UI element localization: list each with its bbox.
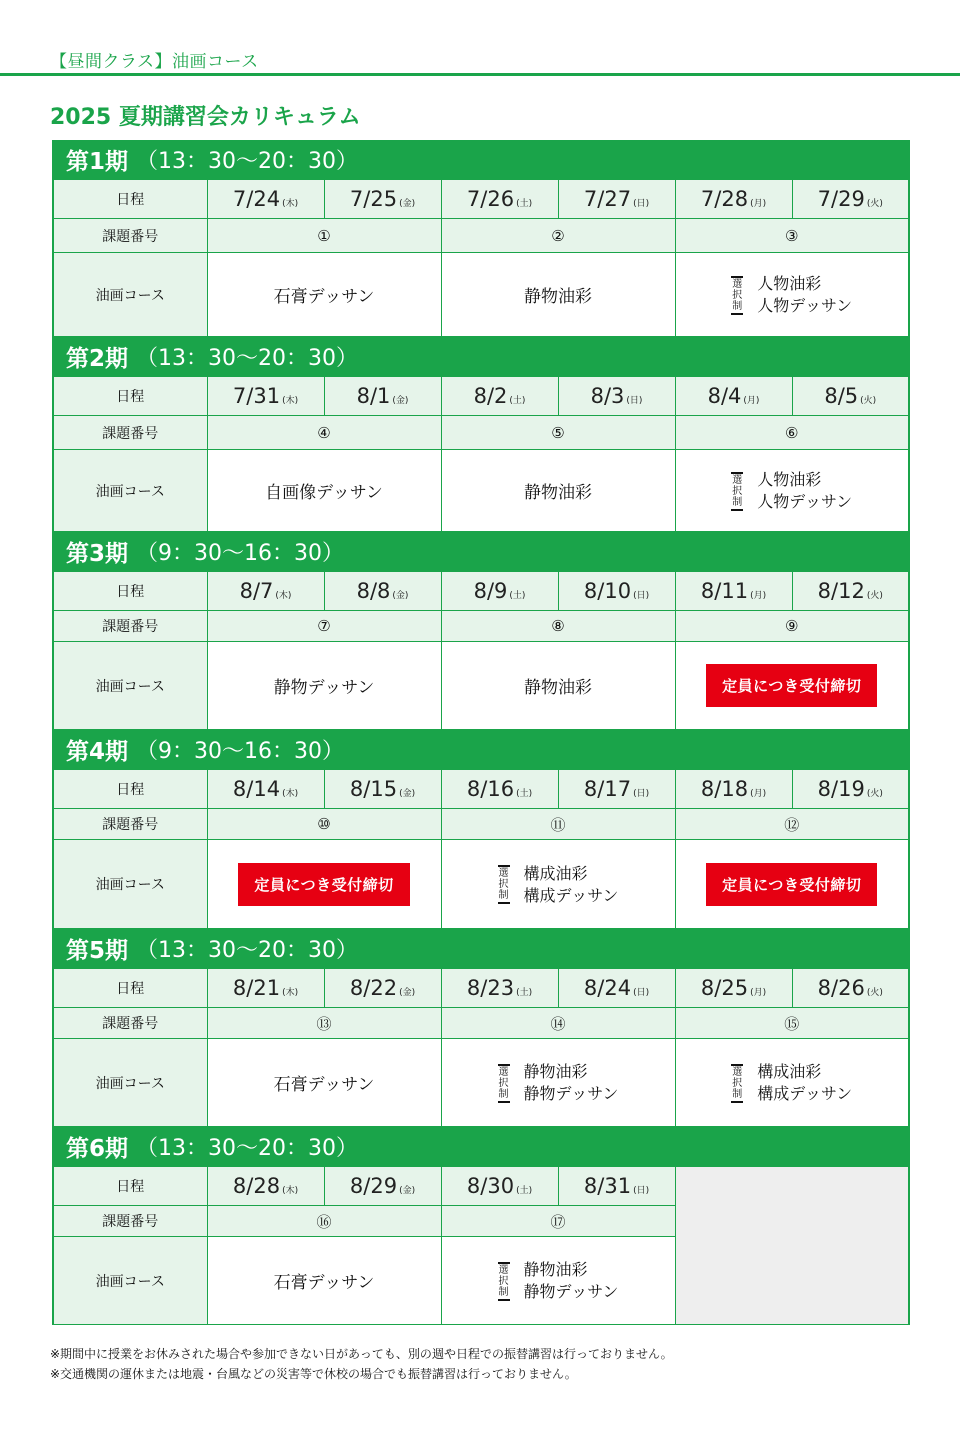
period-table (52, 376, 910, 532)
number-label: 課題番号 (53, 611, 207, 642)
schedule-row (53, 572, 909, 611)
elective-options (524, 1061, 619, 1105)
date-cell (558, 969, 675, 1008)
course-cell (441, 840, 675, 929)
date-cell (207, 770, 324, 809)
course-name: 静物油彩 (524, 483, 592, 503)
period-name: 第2期 (66, 346, 129, 372)
assignment-number: ⑧ (441, 611, 675, 642)
weekday: (金) (392, 591, 409, 601)
elective-option: 人物油彩 (757, 274, 822, 294)
date-cell (675, 969, 792, 1008)
elective-option: 人物デッサン (757, 296, 853, 316)
date-value: 8/30 (466, 1174, 515, 1198)
notes (50, 1344, 673, 1384)
date-value: 8/26 (817, 976, 865, 1000)
date-value: 8/10 (583, 579, 632, 603)
date-cell (675, 770, 792, 809)
date-value: 8/31 (583, 1174, 632, 1198)
date-value: 8/5 (824, 384, 859, 408)
course-cell (675, 253, 909, 337)
date-cell (207, 969, 324, 1008)
date-value: 7/26 (466, 187, 515, 211)
course-label: 油画コース (53, 840, 207, 929)
elective-options (757, 1061, 852, 1105)
period-block (52, 929, 910, 1127)
date-value: 8/11 (700, 579, 749, 603)
date-cell (792, 180, 909, 219)
period-time: （9：30〜16：30） (136, 541, 344, 566)
date-value: 7/31 (232, 384, 281, 408)
empty-cell (675, 1167, 909, 1325)
date-value: 8/18 (700, 777, 749, 801)
course-cell (207, 1237, 441, 1325)
weekday: (土) (516, 988, 533, 998)
course-label: 油画コース (53, 1039, 207, 1127)
elective-options (757, 469, 852, 513)
date-value: 7/25 (349, 187, 398, 211)
course-cell (441, 642, 675, 730)
weekday: (月) (750, 988, 767, 998)
weekday: (金) (399, 988, 416, 998)
date-cell (558, 770, 675, 809)
weekday: (月) (750, 591, 767, 601)
period-block (52, 1127, 910, 1325)
weekday: (日) (633, 988, 650, 998)
elective-option: 静物デッサン (523, 1084, 619, 1104)
period-table (52, 179, 910, 337)
period-block (52, 532, 910, 730)
date-cell (441, 1167, 558, 1206)
weekday: (日) (633, 1186, 650, 1196)
date-cell (441, 377, 558, 416)
weekday: (木) (275, 591, 292, 601)
schedule-row (53, 969, 909, 1008)
assignment-number: ⑮ (675, 1008, 909, 1039)
course-row (53, 840, 909, 929)
note-line: ※期間中に授業をお休みされた場合や参加できない日があっても、別の週や日程での振替講習は行っておりません。 (50, 1347, 673, 1361)
elective-tag: 選択制 (498, 1262, 510, 1301)
course-label: 油画コース (53, 1237, 207, 1325)
elective-option: 静物油彩 (523, 1260, 588, 1280)
course-name: 静物デッサン (273, 678, 375, 698)
course-row (53, 1039, 909, 1127)
date-cell (441, 572, 558, 611)
course-row (53, 450, 909, 532)
date-cell (207, 180, 324, 219)
period-table (52, 769, 910, 929)
date-value: 7/24 (232, 187, 281, 211)
elective-options (524, 863, 619, 907)
elective-course (731, 273, 852, 317)
weekday: (日) (633, 199, 650, 209)
course-cell (207, 840, 441, 929)
course-cell (207, 253, 441, 337)
assignment-number: ⑬ (207, 1008, 441, 1039)
date-value: 7/28 (700, 187, 749, 211)
weekday: (金) (399, 199, 416, 209)
schedule-label: 日程 (53, 770, 207, 809)
elective-options (524, 1259, 619, 1303)
date-cell (558, 377, 675, 416)
course-row (53, 253, 909, 337)
assignment-number-row (53, 611, 909, 642)
date-value: 7/27 (583, 187, 632, 211)
number-label: 課題番号 (53, 219, 207, 253)
elective-tag: 選択制 (731, 276, 743, 315)
assignment-number-row (53, 219, 909, 253)
period-block (52, 337, 910, 532)
date-cell (792, 770, 909, 809)
date-cell (558, 1167, 675, 1206)
date-cell (441, 969, 558, 1008)
date-cell (675, 572, 792, 611)
elective-tag: 選択制 (498, 1064, 510, 1103)
date-cell (324, 1167, 441, 1206)
assignment-number-row (53, 416, 909, 450)
elective-tag: 選択制 (731, 1064, 743, 1103)
weekday: (木) (282, 789, 299, 799)
date-value: 8/1 (356, 384, 391, 408)
course-name: 石膏デッサン (273, 1273, 375, 1293)
date-value: 8/14 (232, 777, 281, 801)
date-cell (792, 377, 909, 416)
weekday: (日) (626, 396, 643, 406)
weekday: (火) (860, 396, 877, 406)
course-cell (441, 1237, 675, 1325)
course-name: 石膏デッサン (273, 287, 375, 307)
schedule-label: 日程 (53, 969, 207, 1008)
elective-tag: 選択制 (731, 472, 743, 511)
period-title-bar (52, 1127, 910, 1166)
assignment-number-row (53, 809, 909, 840)
number-label: 課題番号 (53, 416, 207, 450)
period-time: （9：30〜16：30） (136, 739, 344, 764)
period-time: （13：30〜20：30） (136, 346, 358, 371)
assignment-number: ⑩ (207, 809, 441, 840)
closed-badge: 定員につき受付締切 (706, 664, 877, 707)
date-cell (558, 180, 675, 219)
schedule-row (53, 1167, 909, 1206)
closed-badge: 定員につき受付締切 (706, 863, 877, 906)
weekday: (月) (750, 789, 767, 799)
date-cell (207, 377, 324, 416)
elective-course (498, 1259, 619, 1303)
elective-course (498, 863, 619, 907)
course-cell (441, 253, 675, 337)
assignment-number-row (53, 1008, 909, 1039)
course-cell (675, 642, 909, 730)
assignment-number: ⑯ (207, 1206, 441, 1237)
date-value: 8/23 (466, 976, 515, 1000)
schedule-row (53, 377, 909, 416)
period-block (52, 140, 910, 337)
period-table (52, 968, 910, 1127)
period-name: 第6期 (66, 1136, 129, 1162)
date-cell (792, 572, 909, 611)
course-cell (675, 1039, 909, 1127)
date-cell (675, 180, 792, 219)
elective-option: 人物油彩 (757, 470, 822, 490)
period-time: （13：30〜20：30） (136, 1136, 358, 1161)
course-name: 静物油彩 (524, 678, 592, 698)
weekday: (土) (516, 789, 533, 799)
date-cell (324, 377, 441, 416)
weekday: (土) (509, 396, 526, 406)
number-label: 課題番号 (53, 1206, 207, 1237)
date-value: 8/21 (232, 976, 281, 1000)
date-cell (207, 1167, 324, 1206)
elective-option: 人物デッサン (757, 492, 853, 512)
course-row (53, 642, 909, 730)
elective-option: 構成油彩 (757, 1062, 822, 1082)
course-cell (675, 840, 909, 929)
date-cell (675, 377, 792, 416)
date-value: 8/15 (349, 777, 398, 801)
elective-course (731, 469, 852, 513)
date-value: 8/12 (817, 579, 865, 603)
header-divider (0, 73, 960, 76)
date-value: 8/17 (583, 777, 632, 801)
schedule-row (53, 770, 909, 809)
weekday: (火) (866, 789, 883, 799)
assignment-number: ⑤ (441, 416, 675, 450)
date-cell (324, 180, 441, 219)
assignment-number: ⑦ (207, 611, 441, 642)
period-block (52, 730, 910, 929)
date-value: 8/25 (700, 976, 749, 1000)
weekday: (日) (633, 591, 650, 601)
weekday: (土) (516, 1186, 533, 1196)
weekday: (木) (282, 396, 299, 406)
course-name: 石膏デッサン (273, 1075, 375, 1095)
weekday: (木) (282, 1186, 299, 1196)
date-cell (324, 969, 441, 1008)
assignment-number: ③ (675, 219, 909, 253)
elective-tag: 選択制 (498, 865, 510, 904)
date-cell (207, 572, 324, 611)
weekday: (木) (282, 988, 299, 998)
elective-option: 静物デッサン (523, 1282, 619, 1302)
date-value: 8/19 (817, 777, 865, 801)
date-cell (324, 572, 441, 611)
elective-option: 構成デッサン (523, 885, 619, 905)
date-value: 8/16 (466, 777, 515, 801)
closed-badge: 定員につき受付締切 (238, 863, 409, 906)
weekday: (火) (866, 591, 883, 601)
period-time: （13：30〜20：30） (136, 938, 358, 963)
date-value: 8/8 (356, 579, 391, 603)
course-cell (441, 450, 675, 532)
assignment-number: ④ (207, 416, 441, 450)
date-cell (324, 770, 441, 809)
period-name: 第1期 (66, 149, 129, 175)
date-value: 8/28 (232, 1174, 281, 1198)
assignment-number: ⑥ (675, 416, 909, 450)
assignment-number: ⑰ (441, 1206, 675, 1237)
schedule-label: 日程 (53, 180, 207, 219)
course-label: 油画コース (53, 450, 207, 532)
weekday: (金) (392, 396, 409, 406)
course-cell (207, 642, 441, 730)
date-value: 8/22 (349, 976, 398, 1000)
period-name: 第3期 (66, 541, 129, 567)
elective-option: 静物油彩 (523, 1062, 588, 1082)
period-title-bar (52, 532, 910, 571)
course-cell (207, 450, 441, 532)
period-time: （13：30〜20：30） (136, 149, 358, 174)
page-title: 2025 夏期講習会カリキュラム (50, 105, 361, 130)
period-title-bar (52, 140, 910, 179)
weekday: (火) (866, 199, 883, 209)
period-title-bar (52, 337, 910, 376)
weekday: (日) (633, 789, 650, 799)
elective-course (498, 1061, 619, 1105)
period-table (52, 1166, 910, 1325)
note-line: ※交通機関の運休または地震・台風などの災害等で休校の場合でも振替講習は行っておりません。 (50, 1367, 577, 1381)
course-name: 自画像デッサン (265, 483, 383, 503)
weekday: (土) (516, 199, 533, 209)
date-value: 8/9 (473, 579, 508, 603)
weekday: (火) (866, 988, 883, 998)
schedule-label: 日程 (53, 572, 207, 611)
period-name: 第5期 (66, 938, 129, 964)
date-value: 8/7 (239, 579, 274, 603)
course-cell (441, 1039, 675, 1127)
course-cell (675, 450, 909, 532)
assignment-number: ② (441, 219, 675, 253)
weekday: (月) (750, 199, 767, 209)
assignment-number: ⑫ (675, 809, 909, 840)
date-value: 7/29 (817, 187, 865, 211)
number-label: 課題番号 (53, 809, 207, 840)
period-title-bar (52, 929, 910, 968)
assignment-number: ⑪ (441, 809, 675, 840)
weekday: (土) (509, 591, 526, 601)
date-cell (441, 770, 558, 809)
elective-options (757, 273, 852, 317)
date-cell (558, 572, 675, 611)
course-label: 油画コース (53, 642, 207, 730)
weekday: (金) (399, 789, 416, 799)
course-label: 油画コース (53, 253, 207, 337)
schedule-row (53, 180, 909, 219)
date-value: 8/24 (583, 976, 632, 1000)
assignment-number: ⑭ (441, 1008, 675, 1039)
date-value: 8/2 (473, 384, 508, 408)
schedule-label: 日程 (53, 377, 207, 416)
assignment-number: ① (207, 219, 441, 253)
weekday: (月) (743, 396, 760, 406)
period-table (52, 571, 910, 730)
date-value: 8/3 (590, 384, 625, 408)
weekday: (木) (282, 199, 299, 209)
date-value: 8/29 (349, 1174, 398, 1198)
course-cell (207, 1039, 441, 1127)
weekday: (金) (399, 1186, 416, 1196)
date-value: 8/4 (707, 384, 742, 408)
assignment-number: ⑨ (675, 611, 909, 642)
class-label: 【昼間クラス】油画コース (50, 52, 259, 72)
date-cell (792, 969, 909, 1008)
date-cell (441, 180, 558, 219)
period-title-bar (52, 730, 910, 769)
curriculum-schedule (52, 140, 910, 1325)
elective-option: 構成油彩 (523, 863, 588, 883)
period-name: 第4期 (66, 739, 129, 765)
number-label: 課題番号 (53, 1008, 207, 1039)
elective-course (731, 1061, 852, 1105)
course-name: 静物油彩 (524, 287, 592, 307)
elective-option: 構成デッサン (757, 1084, 853, 1104)
schedule-label: 日程 (53, 1167, 207, 1206)
